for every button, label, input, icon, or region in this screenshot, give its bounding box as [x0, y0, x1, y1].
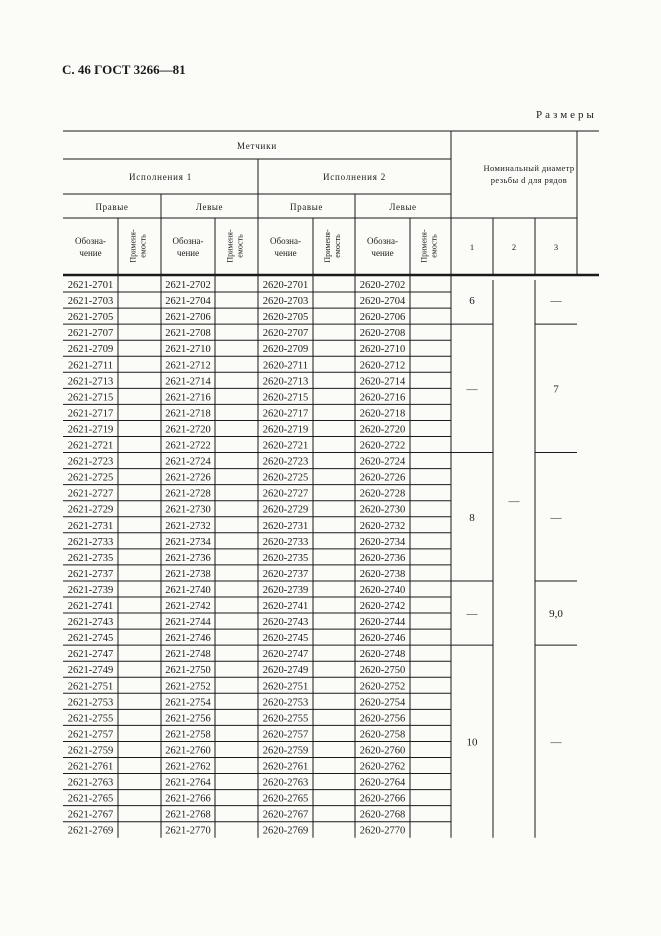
designation-cell: 2620-2717	[262, 408, 309, 420]
designation-cell: 2621-2760	[165, 745, 211, 757]
designation-cell: 2620-2731	[262, 520, 309, 532]
designation-cell: 2620-2732	[359, 520, 406, 532]
designation-cell: 2620-2729	[262, 504, 309, 516]
header-right: Правые	[95, 202, 129, 212]
designation-cell: 2620-2737	[262, 568, 309, 580]
page-header: С. 46 ГОСТ 3266—81	[62, 62, 186, 77]
designation-cell: 2621-2763	[67, 777, 114, 789]
designation-cell: 2620-2713	[262, 376, 309, 388]
designation-cell: 2620-2765	[262, 793, 309, 805]
designation-cell: 2621-2705	[67, 312, 114, 324]
designation-cell: 2621-2753	[67, 697, 114, 709]
designation-cell: 2621-2768	[165, 809, 211, 821]
designation-cell: 2620-2733	[262, 536, 309, 548]
header-version-1: Исполнения 1	[128, 172, 193, 182]
header-row-number: 3	[553, 242, 559, 252]
designation-cell: 2620-2744	[359, 617, 406, 629]
header-row-number: 1	[469, 242, 475, 252]
designation-cell: 2621-2724	[165, 456, 211, 468]
designation-cell: 2621-2706	[165, 312, 211, 324]
designation-cell: 2620-2740	[359, 584, 406, 596]
designation-cell: 2621-2743	[67, 617, 114, 629]
designation-cell: 2621-2721	[67, 440, 114, 452]
designation-cell: 2621-2737	[67, 568, 114, 580]
diameter-row1: 8	[469, 511, 475, 524]
header-application: Применя-	[225, 229, 235, 263]
diameter-row1: —	[466, 383, 478, 396]
designation-cell: 2621-2757	[67, 729, 114, 741]
designation-cell: 2621-2759	[67, 745, 114, 757]
designation-cell: 2620-2764	[359, 777, 406, 789]
designation-cell: 2621-2751	[67, 681, 114, 693]
designation-cell: 2620-2747	[262, 649, 309, 661]
designation-cell: 2621-2726	[165, 472, 211, 484]
designation-cell: 2620-2770	[359, 825, 406, 837]
designation-cell: 2621-2729	[67, 504, 114, 516]
designation-cell: 2621-2731	[67, 520, 114, 532]
designation-cell: 2620-2726	[359, 472, 406, 484]
designation-cell: 2621-2762	[165, 761, 211, 773]
header-designation: чение	[274, 248, 297, 258]
designation-cell: 2621-2752	[165, 681, 211, 693]
designation-cell: 2620-2730	[359, 504, 406, 516]
designation-cell: 2620-2734	[359, 536, 406, 548]
designation-cell: 2621-2764	[165, 777, 211, 789]
designation-cell: 2620-2759	[262, 745, 309, 757]
designation-cell: 2620-2718	[359, 408, 406, 420]
designation-cell: 2621-2704	[165, 296, 211, 308]
diameter-row3: 7	[553, 383, 559, 396]
designation-cell: 2621-2718	[165, 408, 211, 420]
designation-cell: 2621-2711	[67, 360, 114, 372]
designation-cell: 2620-2749	[262, 665, 309, 677]
designation-cell: 2620-2766	[359, 793, 406, 805]
sizes-label: Размеры	[536, 109, 597, 121]
header-application: емость	[235, 234, 245, 258]
header-application: емость	[138, 234, 148, 258]
designation-cell: 2621-2735	[67, 552, 114, 564]
designation-cell: 2621-2728	[165, 488, 211, 500]
designation-cell: 2621-2747	[67, 649, 114, 661]
designation-cell: 2621-2715	[67, 392, 114, 404]
diameter-row1: 6	[469, 295, 475, 308]
diameter-row3: —	[550, 511, 562, 524]
designation-cell: 2621-2703	[67, 296, 114, 308]
designation-cell: 2620-2735	[262, 552, 309, 564]
diameter-row3: —	[550, 295, 562, 308]
designation-cell: 2621-2702	[165, 280, 211, 291]
designation-cell: 2621-2714	[165, 376, 211, 388]
designation-cell: 2620-2725	[262, 472, 309, 484]
header-right: Правые	[290, 202, 323, 212]
designation-cell: 2620-2720	[359, 424, 406, 436]
designation-cell: 2621-2766	[165, 793, 211, 805]
header-row-number: 2	[511, 242, 517, 252]
designation-cell: 2620-2769	[262, 825, 309, 837]
designation-cell: 2621-2707	[67, 328, 114, 340]
designation-cell: 2620-2728	[359, 488, 406, 500]
designation-cell: 2620-2702	[359, 280, 406, 291]
diameter-row3: 9,0	[549, 608, 563, 621]
designation-cell: 2620-2745	[262, 633, 309, 645]
designation-cell: 2620-2724	[359, 456, 406, 468]
designation-cell: 2621-2708	[165, 328, 211, 340]
designation-cell: 2621-2738	[165, 568, 211, 580]
designation-cell: 2621-2744	[165, 617, 211, 629]
designation-cell: 2620-2701	[262, 280, 309, 291]
designation-cell: 2621-2761	[67, 761, 114, 773]
designation-cell: 2620-2721	[262, 440, 309, 452]
designation-cell: 2621-2710	[165, 344, 211, 356]
designation-cell: 2620-2709	[262, 344, 309, 356]
designation-cell: 2620-2763	[262, 777, 309, 789]
header-left: Левые	[195, 202, 224, 212]
designation-cell: 2620-2768	[359, 809, 406, 821]
designation-cell: 2620-2723	[262, 456, 309, 468]
designation-cell: 2620-2762	[359, 761, 406, 773]
designation-cell: 2620-2715	[262, 392, 309, 404]
header-nominal: Номинальный диаметр	[483, 163, 575, 173]
designation-cell: 2621-2720	[165, 424, 211, 436]
designation-cell: 2621-2742	[165, 601, 211, 612]
designation-cell: 2620-2708	[359, 328, 406, 340]
designation-cell: 2621-2723	[67, 456, 114, 468]
designation-cell: 2620-2742	[359, 601, 406, 612]
designation-cell: 2620-2760	[359, 745, 406, 757]
designation-cell: 2620-2756	[359, 713, 406, 725]
designation-cell: 2620-2748	[359, 649, 406, 661]
designation-cell: 2621-2741	[67, 601, 114, 612]
designation-cell: 2621-2709	[67, 344, 114, 356]
header-designation: чение	[371, 248, 394, 258]
designation-cell: 2620-2722	[359, 440, 406, 452]
designation-cell: 2621-2739	[67, 584, 114, 596]
designation-cell: 2620-2741	[262, 601, 309, 612]
header-version-2: Исполнения 2	[322, 172, 387, 182]
designation-cell: 2621-2756	[165, 713, 211, 725]
diameter-row1: —	[466, 608, 478, 621]
designation-cell: 2620-2750	[359, 665, 406, 677]
designation-cell: 2620-2706	[359, 312, 406, 324]
designation-cell: 2621-2767	[67, 809, 114, 821]
diameter-row3: —	[550, 736, 562, 749]
designation-cell: 2621-2734	[165, 536, 211, 548]
diameter-row1: 10	[466, 736, 478, 749]
designation-cell: 2620-2703	[262, 296, 309, 308]
designation-cell: 2621-2730	[165, 504, 211, 516]
designation-cell: 2621-2748	[165, 649, 211, 661]
header-application: Применя-	[128, 229, 138, 263]
designation-cell: 2620-2714	[359, 376, 406, 388]
header-nominal: резьбы d для рядов	[490, 175, 568, 185]
designation-cell: 2620-2746	[359, 633, 406, 645]
designation-cell: 2620-2710	[359, 344, 406, 356]
designation-cell: 2620-2738	[359, 568, 406, 580]
header-application: емость	[333, 234, 342, 258]
header-designation: Обозна-	[75, 236, 106, 246]
designation-cell: 2620-2753	[262, 697, 309, 709]
designation-cell: 2621-2769	[67, 825, 114, 837]
designation-cell: 2620-2757	[262, 729, 309, 741]
header-application: Применя-	[419, 229, 429, 263]
header-taps: Метчики	[237, 141, 277, 151]
designation-cell: 2620-2739	[262, 584, 309, 596]
designation-cell: 2620-2704	[359, 296, 406, 308]
designation-cell: 2620-2767	[262, 809, 309, 821]
designation-cell: 2621-2746	[165, 633, 211, 645]
header-designation: чение	[176, 248, 200, 258]
designation-cell: 2620-2752	[359, 681, 406, 693]
designation-cell: 2620-2736	[359, 552, 406, 564]
designation-cell: 2621-2733	[67, 536, 114, 548]
designation-cell: 2620-2716	[359, 392, 406, 404]
designation-cell: 2621-2758	[165, 729, 211, 741]
header-designation: Обозна-	[367, 236, 398, 246]
designation-cell: 2621-2755	[67, 713, 114, 725]
designation-cell: 2621-2736	[165, 552, 211, 564]
designation-cell: 2621-2749	[67, 665, 114, 677]
designation-cell: 2620-2755	[262, 713, 309, 725]
designation-cell: 2621-2770	[165, 825, 211, 837]
diameter-row2: —	[508, 495, 520, 508]
header-designation: Обозна-	[172, 236, 204, 246]
designation-cell: 2620-2711	[262, 360, 309, 372]
header-application: емость	[429, 234, 439, 258]
designation-cell: 2620-2754	[359, 697, 406, 709]
designation-cell: 2620-2705	[262, 312, 309, 324]
designation-cell: 2620-2758	[359, 729, 406, 741]
designation-cell: 2621-2722	[165, 440, 211, 452]
designation-cell: 2620-2727	[262, 488, 309, 500]
designation-cell: 2621-2727	[67, 488, 114, 500]
designation-cell: 2620-2707	[262, 328, 309, 340]
designation-cell: 2620-2751	[262, 681, 309, 693]
designation-cell: 2621-2713	[67, 376, 114, 388]
designation-cell: 2621-2740	[165, 584, 211, 596]
designation-cell: 2620-2712	[359, 360, 406, 372]
header-application: Применя-	[323, 229, 332, 263]
designation-cell: 2621-2750	[165, 665, 211, 677]
designation-cell: 2621-2732	[165, 520, 211, 532]
designation-cell: 2620-2743	[262, 617, 309, 629]
header-left: Левые	[389, 202, 417, 212]
designation-cell: 2621-2754	[165, 697, 211, 709]
designation-cell: 2620-2719	[262, 424, 309, 436]
designation-cell: 2621-2701	[67, 280, 114, 291]
designation-cell: 2621-2716	[165, 392, 211, 404]
designation-cell: 2621-2745	[67, 633, 114, 645]
designation-cell: 2621-2712	[165, 360, 211, 372]
designation-cell: 2621-2765	[67, 793, 114, 805]
designation-cell: 2620-2761	[262, 761, 309, 773]
designation-cell: 2621-2725	[67, 472, 114, 484]
header-designation: чение	[79, 248, 102, 258]
designation-cell: 2621-2719	[67, 424, 114, 436]
header-designation: Обозна-	[270, 236, 301, 246]
designation-cell: 2621-2717	[67, 408, 114, 420]
